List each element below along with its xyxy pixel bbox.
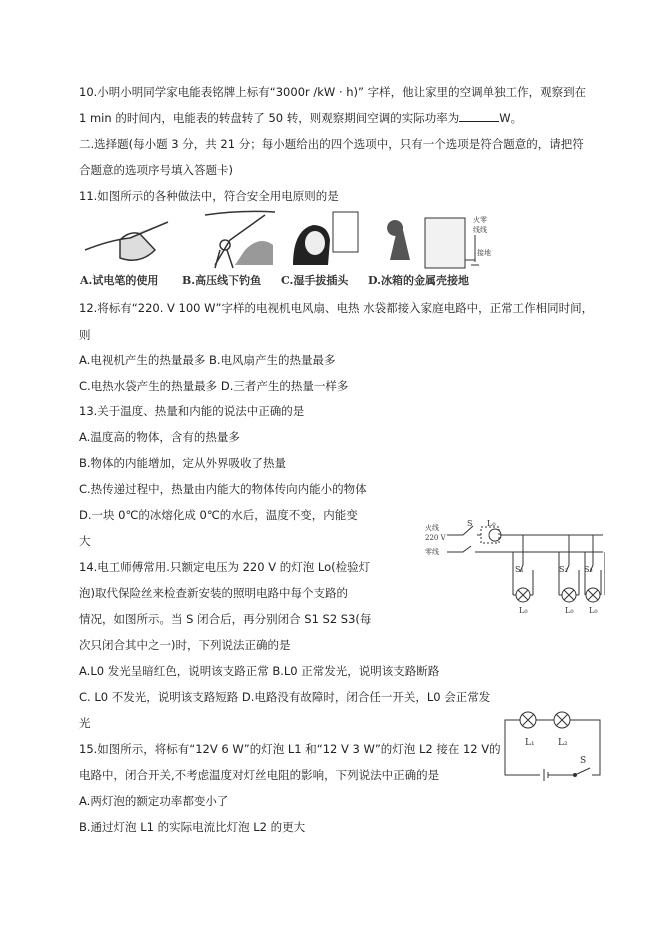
q12-stem-cont: 则 bbox=[79, 328, 91, 342]
q12-options-cd: C.电热水袋产生的热量最多 D.三者产生的热量一样多 bbox=[79, 379, 349, 393]
answer-blank bbox=[459, 111, 499, 122]
section2-line2: 合题意的选项序号填入答题卡) bbox=[79, 163, 233, 177]
q14-options-ab: A.L0 发光呈暗红色，说明该支路正常 B.L0 正常发光，说明该支路断路 bbox=[79, 664, 440, 678]
lamp-label-3: L₀ bbox=[589, 606, 598, 615]
q10-unit: W。 bbox=[499, 111, 523, 125]
q14-circuit-diagram bbox=[425, 520, 605, 620]
q12-stem: 12.将标有“220. V 100 W”字样的电视机电风扇、电热 水袋都接入家庭电路中，正常工作相同时间， bbox=[79, 301, 594, 315]
q15-option-b: B.通过灯泡 L1 的实际电流比灯泡 L2 的更大 bbox=[79, 820, 306, 834]
switch-s-label: S bbox=[580, 756, 587, 766]
live-wire-label: 火线 bbox=[425, 524, 439, 532]
section2-line1: 二.选择题(每小题 3 分，共 21 分；每小题给出的四个选项中，只有一个选项是符合题意的，请把符 bbox=[79, 137, 584, 151]
switch-s3-label: S₃ bbox=[584, 565, 593, 574]
live-neutral-label: 火零 bbox=[473, 216, 487, 224]
q13-option-b: B.物体的内能增加，定从外界吸收了热量 bbox=[79, 456, 287, 470]
q14-options-cd: C. L0 不发光，说明该支路短路 D.电路没有故障时，闭合任一开关，L0 会正常发 bbox=[79, 690, 491, 704]
q10-text: 1 min 的时间内，电能表的转盘转了 50 转，则观察期间空调的实际功率为 bbox=[79, 111, 460, 125]
q15-option-a: A.两灯泡的额定功率都变小了 bbox=[79, 794, 229, 808]
q13-option-c: C.热传递过程中，热量由内能大的物体传向内能小的物体 bbox=[79, 482, 367, 496]
q10-line1: 10.小明小明同学家电能表铭牌上标有“3000r /kW · h)” 字样，他让家里的空调单独工作，观察到在 bbox=[79, 85, 587, 99]
line-label: 线线 bbox=[473, 226, 487, 234]
switch-s-label: S bbox=[467, 520, 473, 528]
q14-stem-1: 14.电工师傅常用.只额定电压为 220 V 的灯泡 Lo(检验灯 bbox=[79, 560, 371, 574]
lamp-l1-label: L₁ bbox=[525, 738, 535, 748]
caption-c: C.湿手拔插头 bbox=[281, 274, 349, 287]
q15-stem-1: 15.如图所示，将标有“12V 6 W”的灯泡 L1 和“12 V 3 W”的灯泡 L2 接在 12 V的 bbox=[79, 742, 501, 756]
q15-circuit-diagram bbox=[500, 705, 605, 785]
q10-line2 bbox=[79, 110, 522, 126]
caption-a: A.试电笔的使用 bbox=[80, 274, 159, 287]
switch-s1-label: S₁ bbox=[515, 565, 524, 574]
q13-option-d-cont: 大 bbox=[79, 534, 91, 548]
q11-stem: 11.如图所示的各种做法中，符合安全用电原则的是 bbox=[79, 189, 339, 203]
lamp-label-1: L₀ bbox=[519, 606, 528, 615]
q13-option-d: D.一块 0℃的冰熔化成 0℃的水后，温度不变，内能变 bbox=[79, 508, 358, 522]
q13-option-a: A.温度高的物体，含有的热量多 bbox=[79, 430, 240, 444]
lamp-l2-label: L₂ bbox=[558, 738, 568, 748]
fishing-picture bbox=[205, 210, 275, 270]
neutral-wire-label: 零线 bbox=[425, 548, 439, 556]
switch-s2-label: S₂ bbox=[559, 565, 568, 574]
q14-options-cd-cont: 光 bbox=[79, 716, 91, 730]
test-pen-picture bbox=[80, 210, 170, 270]
fridge-ground-picture bbox=[385, 210, 500, 272]
voltage-label: 220 V bbox=[425, 534, 446, 542]
q14-stem-4: 次只闭合其中之一)时，下列说法正确的是 bbox=[79, 638, 291, 652]
ground-label: 接地 bbox=[477, 249, 491, 257]
q12-options-ab: A.电视机产生的热量最多 B.电风扇产生的热量最多 bbox=[79, 353, 336, 367]
caption-b: B.高压线下钓鱼 bbox=[182, 274, 262, 287]
caption-d: D.冰箱的金属壳接地 bbox=[368, 274, 469, 287]
q14-stem-3: 情况，如图所示。当 S 闭合后，再分别闭合 S1 S2 S3(每 bbox=[79, 612, 372, 626]
q14-stem-2: 泡)取代保险丝来检查新安装的照明电路中每个支路的 bbox=[79, 586, 348, 600]
lamp-label-2: L₀ bbox=[565, 606, 574, 615]
q15-stem-2: 电路中，闭合开关,不考虑温度对灯丝电阻的影响，下列说法中正确的是 bbox=[79, 768, 440, 782]
wet-hand-plug-picture bbox=[288, 210, 360, 270]
lamp-l0-label: L₀ bbox=[487, 520, 496, 528]
q13-stem: 13.关于温度、热量和内能的说法中正确的是 bbox=[79, 404, 305, 418]
